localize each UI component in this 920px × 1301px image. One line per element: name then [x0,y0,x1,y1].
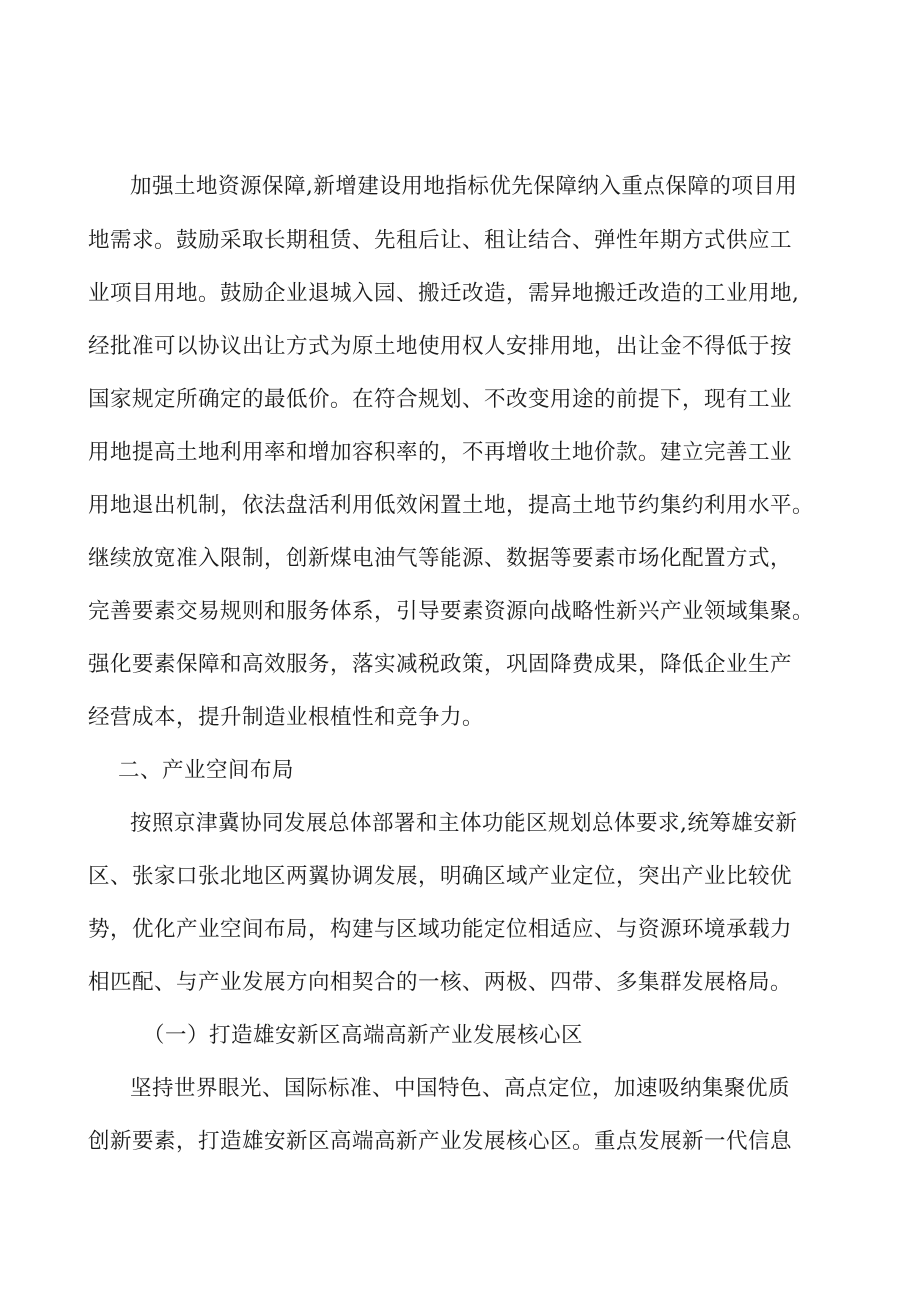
section-heading: 二、产业空间布局 [118,758,295,783]
subsection-heading: （一）打造雄安新区高端高新产业发展核心区 [143,1023,584,1048]
paragraph-line: 加强土地资源保障,新增建设用地指标优先保障纳入重点保障的项目用 [130,174,798,199]
paragraph-line: 用地退出机制，依法盘活利用低效闲置土地，提高土地节约集约利用水平。 [88,493,815,518]
paragraph-line: 用地提高土地利用率和增加容积率的，不再增收土地价款。建立完善工业 [88,440,793,465]
paragraph-line: 相匹配、与产业发展方向相契合的一核、两极、四带、多集群发展格局。 [88,970,793,995]
paragraph-line: 经批准可以协议出让方式为原土地使用权人安排用地，出让金不得低于按 [88,334,793,359]
paragraph-line: 地需求。鼓励采取长期租赁、先租后让、租让结合、弹性年期方式供应工 [88,228,793,253]
paragraph-line: 完善要素交易规则和服务体系，引导要素资源向战略性新兴产业领域集聚。 [88,599,815,624]
paragraph-line: 继续放宽准入限制，创新煤电油气等能源、数据等要素市场化配置方式， [88,546,793,571]
paragraph-line: 按照京津冀协同发展总体部署和主体功能区规划总体要求,统筹雄安新 [130,811,798,836]
paragraph-line: 势，优化产业空间布局，构建与区域功能定位相适应、与资源环境承载力 [88,917,793,942]
paragraph-line: 业项目用地。鼓励企业退城入园、搬迁改造，需异地搬迁改造的工业用地, [88,281,800,306]
paragraph-line: 区、张家口张北地区两翼协调发展，明确区域产业定位，突出产业比较优 [88,864,793,889]
paragraph-line: 强化要素保障和高效服务，落实减税政策，巩固降费成果，降低企业生产 [88,652,793,677]
paragraph-line: 国家规定所确定的最低价。在符合规划、不改变用途的前提下，现有工业 [88,387,793,412]
paragraph-line: 创新要素，打造雄安新区高端高新产业发展核心区。重点发展新一代信息 [88,1129,793,1154]
paragraph-line: 坚持世界眼光、国际标准、中国特色、高点定位，加速吸纳集聚优质 [130,1076,791,1101]
paragraph-line: 经营成本，提升制造业根植性和竞争力。 [88,705,485,730]
